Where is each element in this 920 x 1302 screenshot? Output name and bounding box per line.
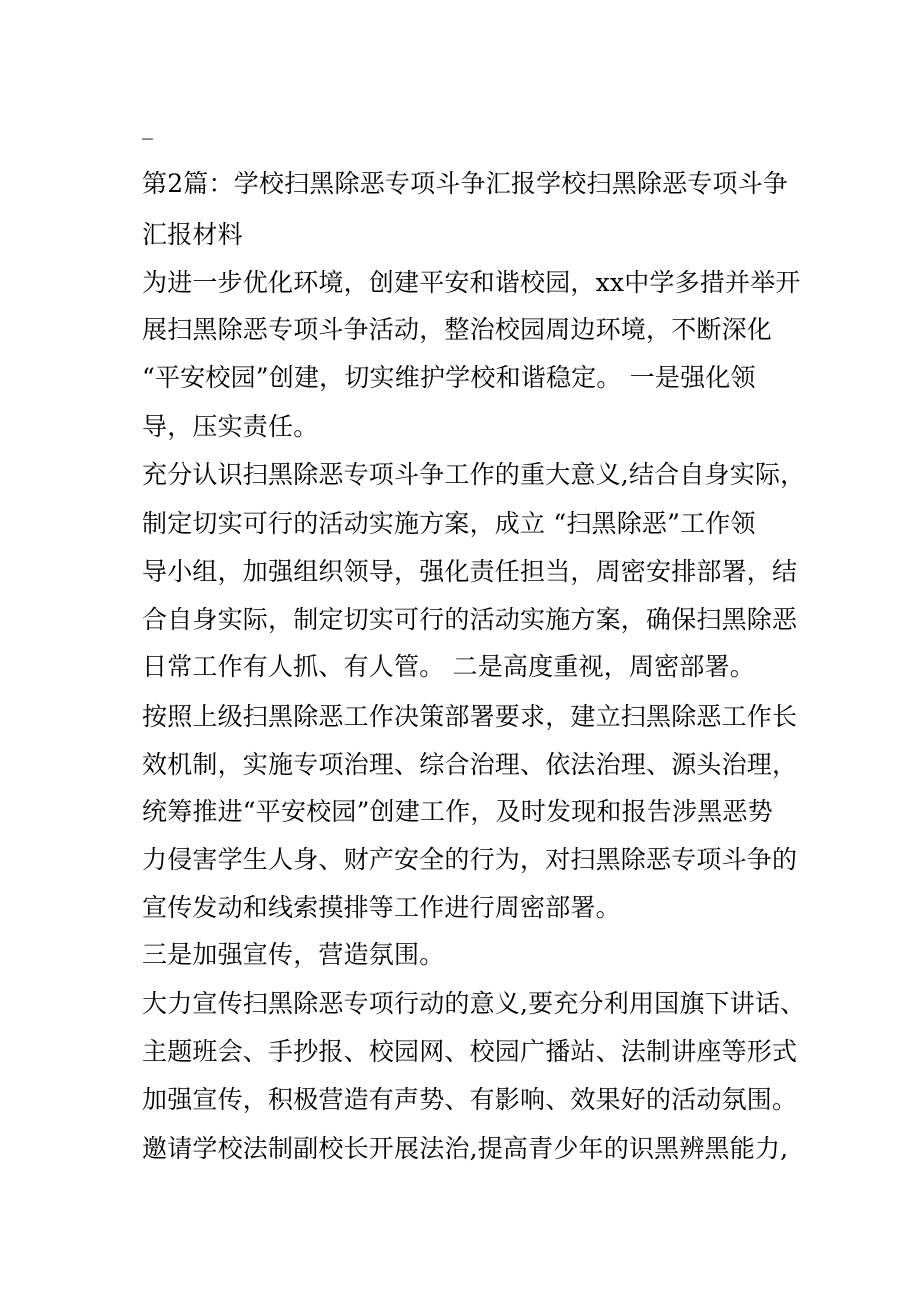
body-line: “平安校园”创建，切实维护学校和谐稳定。 一是强化领 bbox=[142, 363, 756, 392]
title-line-2: 汇报材料 bbox=[142, 220, 243, 249]
body-line: 效机制，实施专项治理、综合治理、依法治理、源头治理， bbox=[142, 750, 798, 779]
body-line: 三是加强宣传，营造氛围。 bbox=[142, 940, 445, 969]
body-line: 力侵害学生人身、财产安全的行为，对扫黑除恶专项斗争的 bbox=[142, 845, 798, 874]
body-line: 邀请学校法制副校长开展法治,提高青少年的识黑辨黑能力, bbox=[142, 1134, 789, 1163]
body-line: 日常工作有人抓、有人管。 二是高度重视，周密部署。 bbox=[142, 652, 755, 681]
body-line: 宣传发动和线索摸排等工作进行周密部署。 bbox=[142, 893, 621, 922]
body-line: 大力宣传扫黑除恶专项行动的意义,要充分利用国旗下讲话、 bbox=[142, 989, 806, 1018]
body-line: 合自身实际，制定切实可行的活动实施方案，确保扫黑除恶 bbox=[142, 605, 798, 634]
body-line: 主题班会、手抄报、校园网、校园广播站、法制讲座等形式 bbox=[142, 1037, 798, 1066]
body-line: 按照上级扫黑除恶工作决策部署要求，建立扫黑除恶工作长 bbox=[142, 702, 798, 731]
body-line: 展扫黑除恶专项斗争活动，整治校园周边环境，不断深化 bbox=[142, 315, 773, 344]
body-line: 统筹推进“平安校园”创建工作，及时发现和报告涉黑恶势 bbox=[142, 797, 773, 826]
title-line-1: 第2篇：学校扫黑除恶专项斗争汇报学校扫黑除恶专项斗争 bbox=[142, 169, 789, 198]
body-line: 加强宣传，积极营造有声势、有影响、效果好的活动氛围。 bbox=[142, 1085, 798, 1114]
body-line: 导，压实责任。 bbox=[142, 412, 319, 441]
page-marker: _ bbox=[142, 115, 153, 140]
body-line: 为进一步优化环境，创建平安和谐校园，xx中学多措并举开 bbox=[142, 268, 801, 297]
body-line: 制定切实可行的活动实施方案，成立 “扫黑除恶”工作领 bbox=[142, 509, 756, 538]
body-line: 导小组，加强组织领导，强化责任担当，周密安排部署，结 bbox=[142, 557, 798, 586]
body-line: 充分认识扫黑除恶专项斗争工作的重大意义,结合自身实际， bbox=[142, 460, 806, 489]
